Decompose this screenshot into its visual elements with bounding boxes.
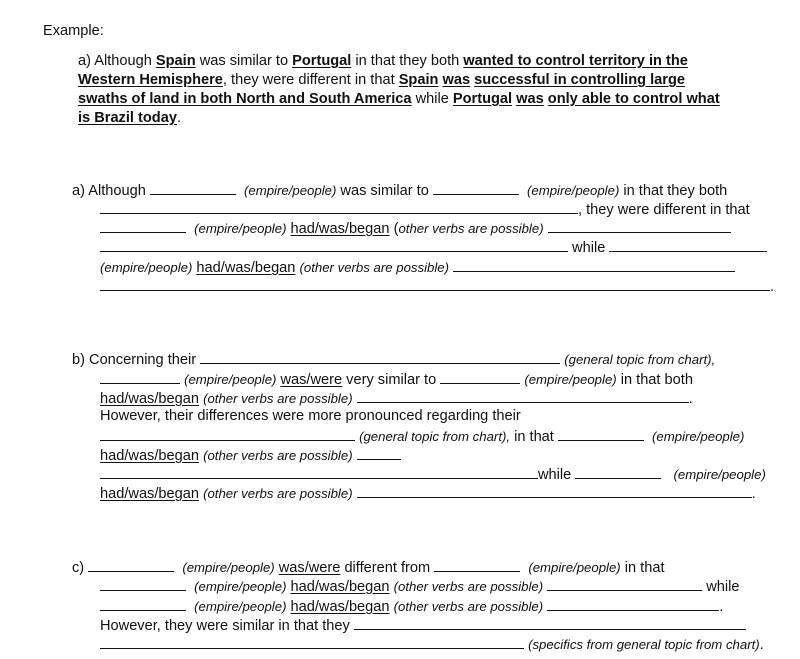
example-line-4: is Brazil today.	[78, 110, 182, 126]
section-c-line-1: c) (empire/people) was/were different from (empire/people) in that	[72, 557, 665, 577]
section-b-line-6: had/was/began (other verbs are possible)	[100, 445, 401, 465]
blank[interactable]	[100, 276, 770, 291]
section-c-line-5: (specifics from general topic from chart).	[100, 634, 764, 654]
blank[interactable]	[200, 349, 560, 364]
blank[interactable]	[357, 388, 689, 403]
section-a-line-1: a) Although (empire/people) was similar to (empire/people) in that they both	[72, 180, 727, 200]
blank[interactable]	[354, 615, 746, 630]
blank[interactable]	[100, 464, 538, 479]
example-line-3: swaths of land in both North and South America while Portugal was only able to control what	[78, 91, 720, 107]
blank[interactable]	[150, 180, 236, 195]
blank[interactable]	[100, 634, 524, 649]
blank[interactable]	[357, 445, 401, 460]
section-b-line-3: had/was/began (other verbs are possible) .	[100, 388, 693, 408]
blank[interactable]	[433, 180, 519, 195]
section-b-line-7: while (empire/people)	[100, 464, 766, 484]
section-a-line-2: , they were different in that	[100, 199, 750, 219]
section-a-line-5: (empire/people) had/was/began (other verbs are possible)	[100, 257, 735, 277]
section-a-line-6: .	[100, 276, 774, 296]
section-b-line-4: However, their differences were more pronounced regarding their	[100, 408, 521, 424]
blank[interactable]	[609, 237, 767, 252]
blank[interactable]	[88, 557, 174, 572]
section-c-line-3: (empire/people) had/was/began (other verbs are possible) .	[100, 596, 723, 616]
blank[interactable]	[547, 576, 702, 591]
section-c-line-4: However, they were similar in that they	[100, 615, 746, 635]
blank[interactable]	[100, 576, 186, 591]
blank[interactable]	[558, 426, 644, 441]
section-b-line-5: (general topic from chart), in that (empire/people)	[100, 426, 744, 446]
blank[interactable]	[100, 237, 568, 252]
section-c-line-2: (empire/people) had/was/began (other verbs are possible) while	[100, 576, 740, 596]
section-b-line-2: (empire/people) was/were very similar to (empire/people) in that both	[100, 369, 693, 389]
section-a-line-4: while	[100, 237, 767, 257]
blank[interactable]	[575, 464, 661, 479]
blank[interactable]	[440, 369, 520, 384]
blank[interactable]	[100, 199, 578, 214]
blank[interactable]	[100, 596, 186, 611]
section-a-line-3: (empire/people) had/was/began (other verbs are possible)	[100, 218, 731, 238]
example-line-2: Western Hemisphere, they were different in that Spain was successful in controlling large	[78, 72, 686, 88]
blank[interactable]	[100, 426, 355, 441]
example-heading: Example:	[43, 23, 104, 39]
blank[interactable]	[548, 218, 731, 233]
blank[interactable]	[547, 596, 719, 611]
blank[interactable]	[100, 369, 180, 384]
example-line-1: a) Although Spain was similar to Portugal in that they both wanted to control territory in the	[78, 53, 688, 69]
blank[interactable]	[357, 483, 752, 498]
section-b-line-1: b) Concerning their (general topic from chart),	[72, 349, 715, 369]
blank[interactable]	[453, 257, 735, 272]
blank[interactable]	[434, 557, 520, 572]
section-b-line-8: had/was/began (other verbs are possible) .	[100, 483, 756, 503]
blank[interactable]	[100, 218, 186, 233]
